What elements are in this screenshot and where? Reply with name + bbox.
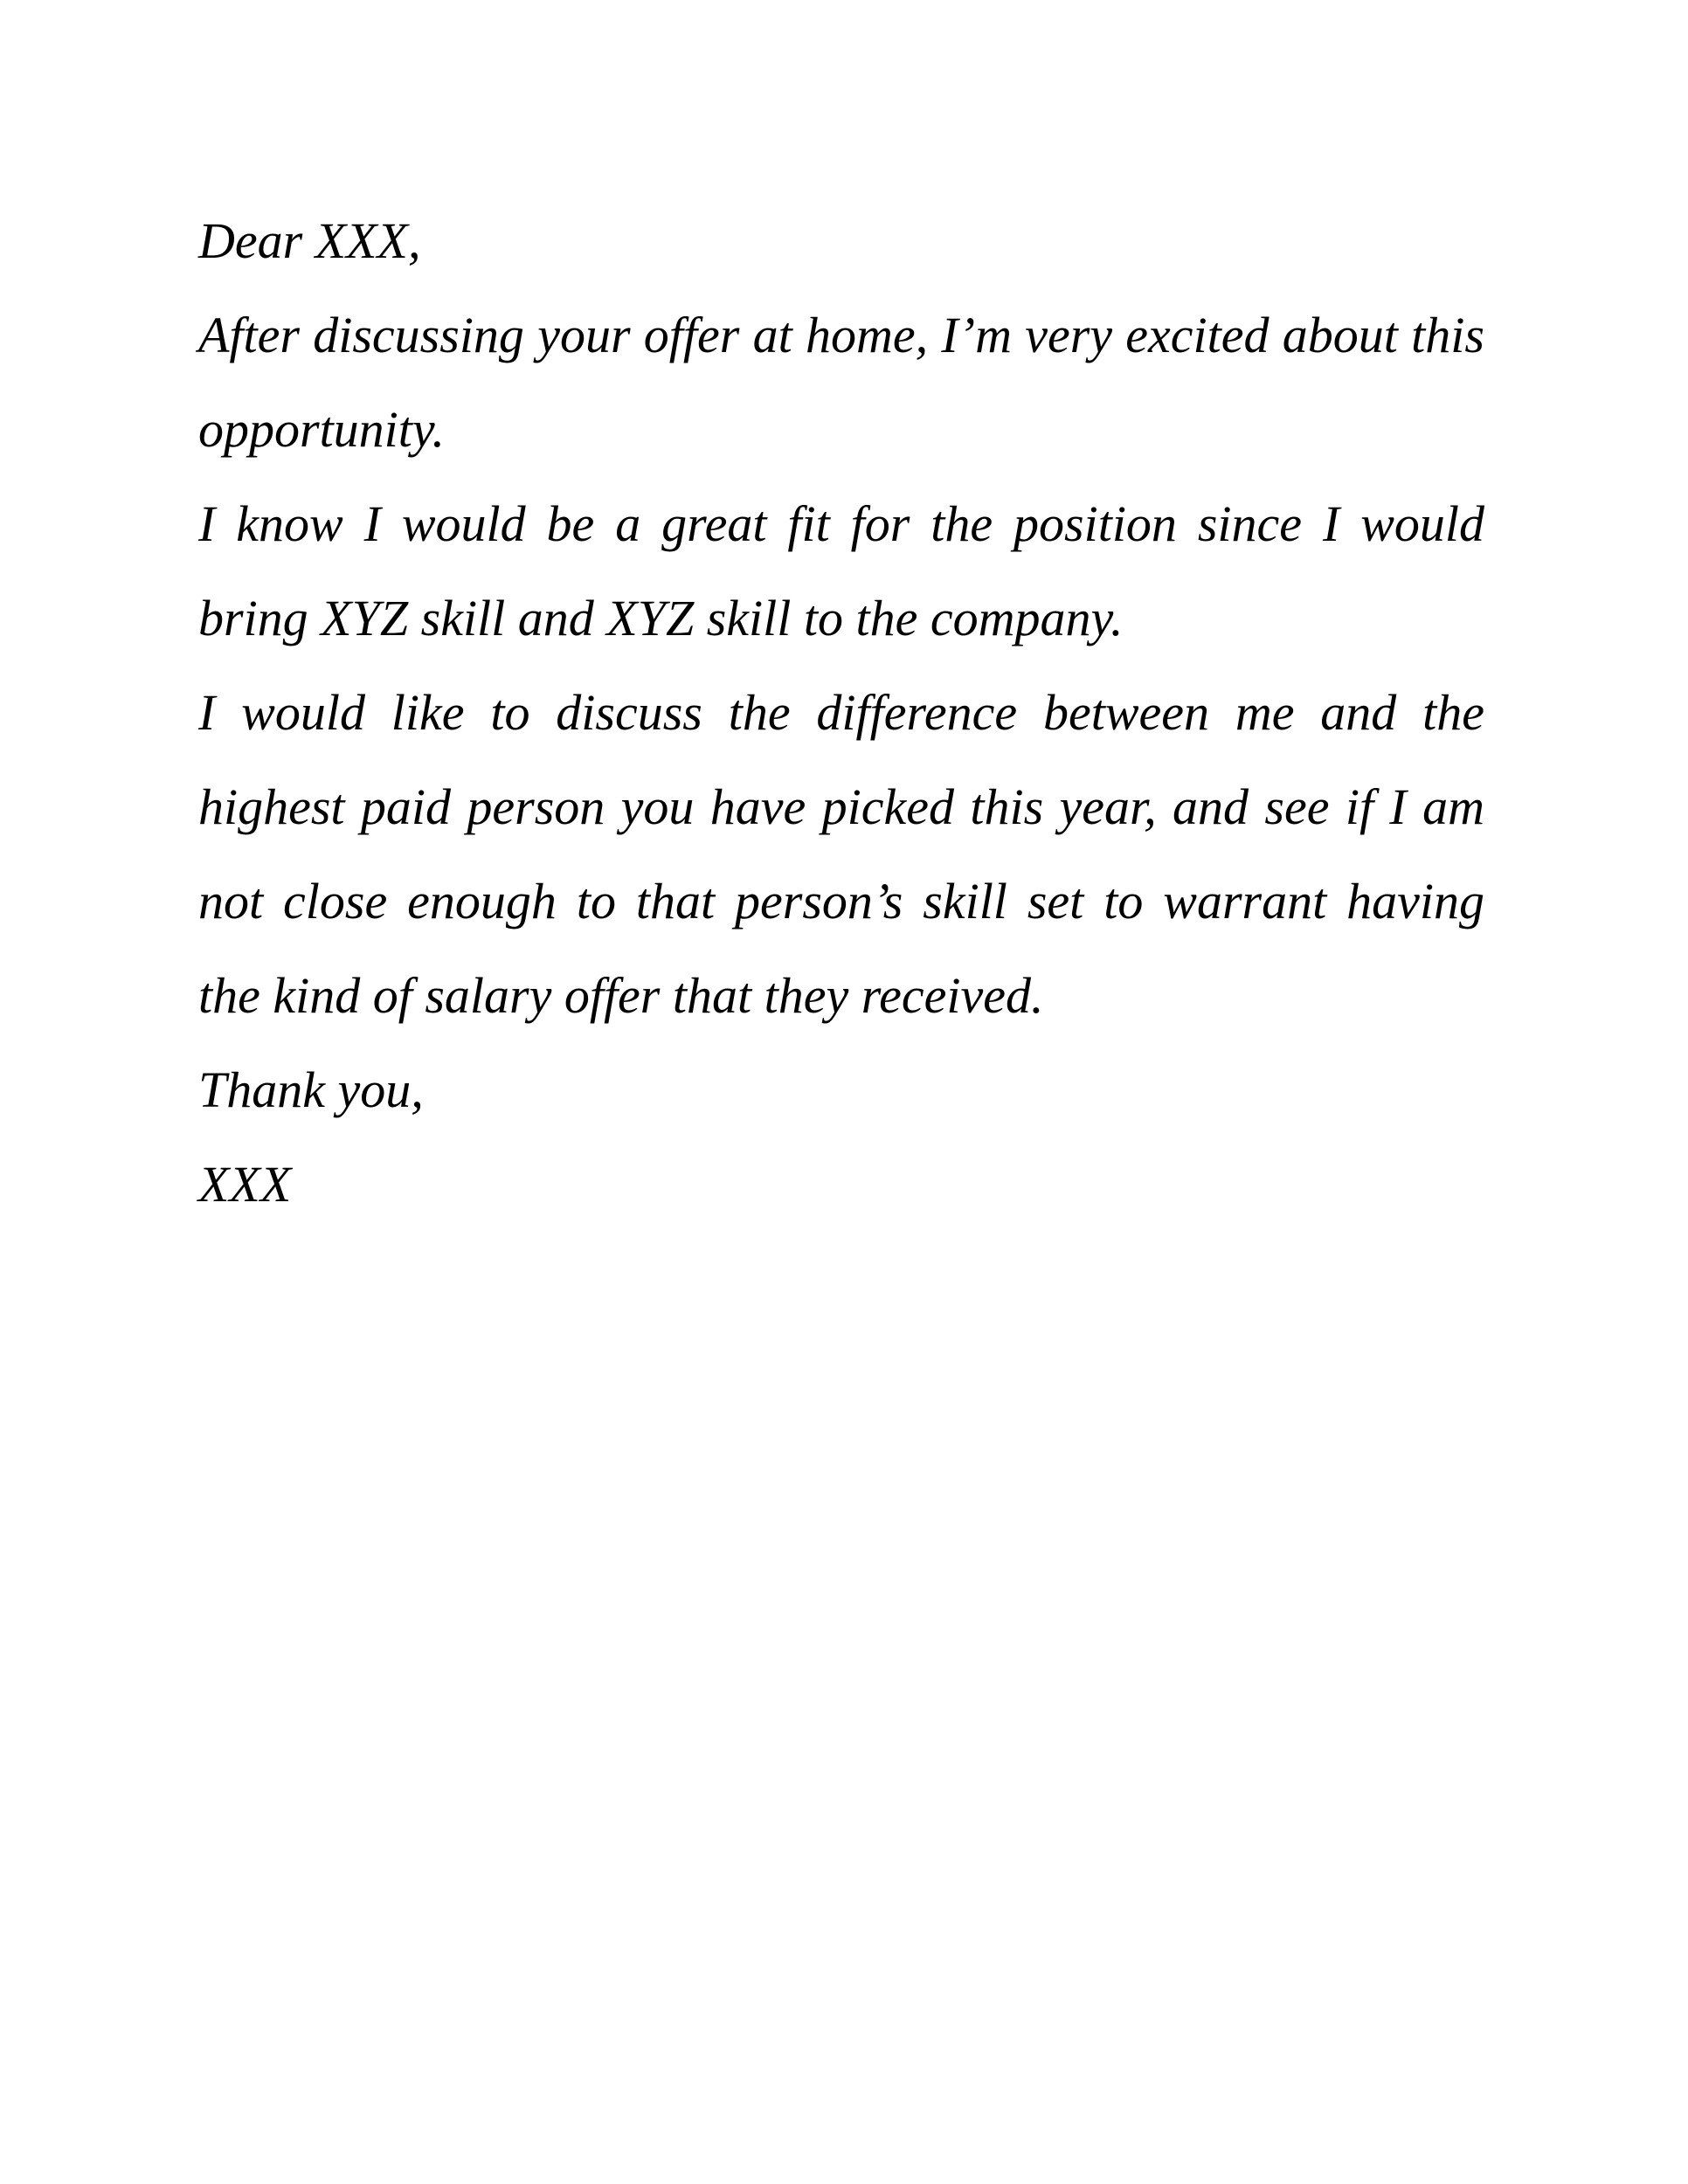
letter-paragraph-3: I would like to discuss the difference between me and the highest paid person you have picked this year, and see if I am not close enough to that person’s skill set to warrant having the kind of salary offer that they received. [198,684,1484,1024]
letter-salutation: Dear XXX, [198,212,421,269]
letter-signature: XXX [198,1156,292,1213]
letter-body [198,194,1484,1232]
letter-closing: Thank you, [198,1061,424,1118]
letter-paragraph-2: I know I would be a great fit for the position since I would bring XYZ skill and XYZ skill to the company. [198,495,1484,646]
letter-paragraph-1: After discussing your offer at home, I’m very excited about this opportunity. [198,307,1484,458]
